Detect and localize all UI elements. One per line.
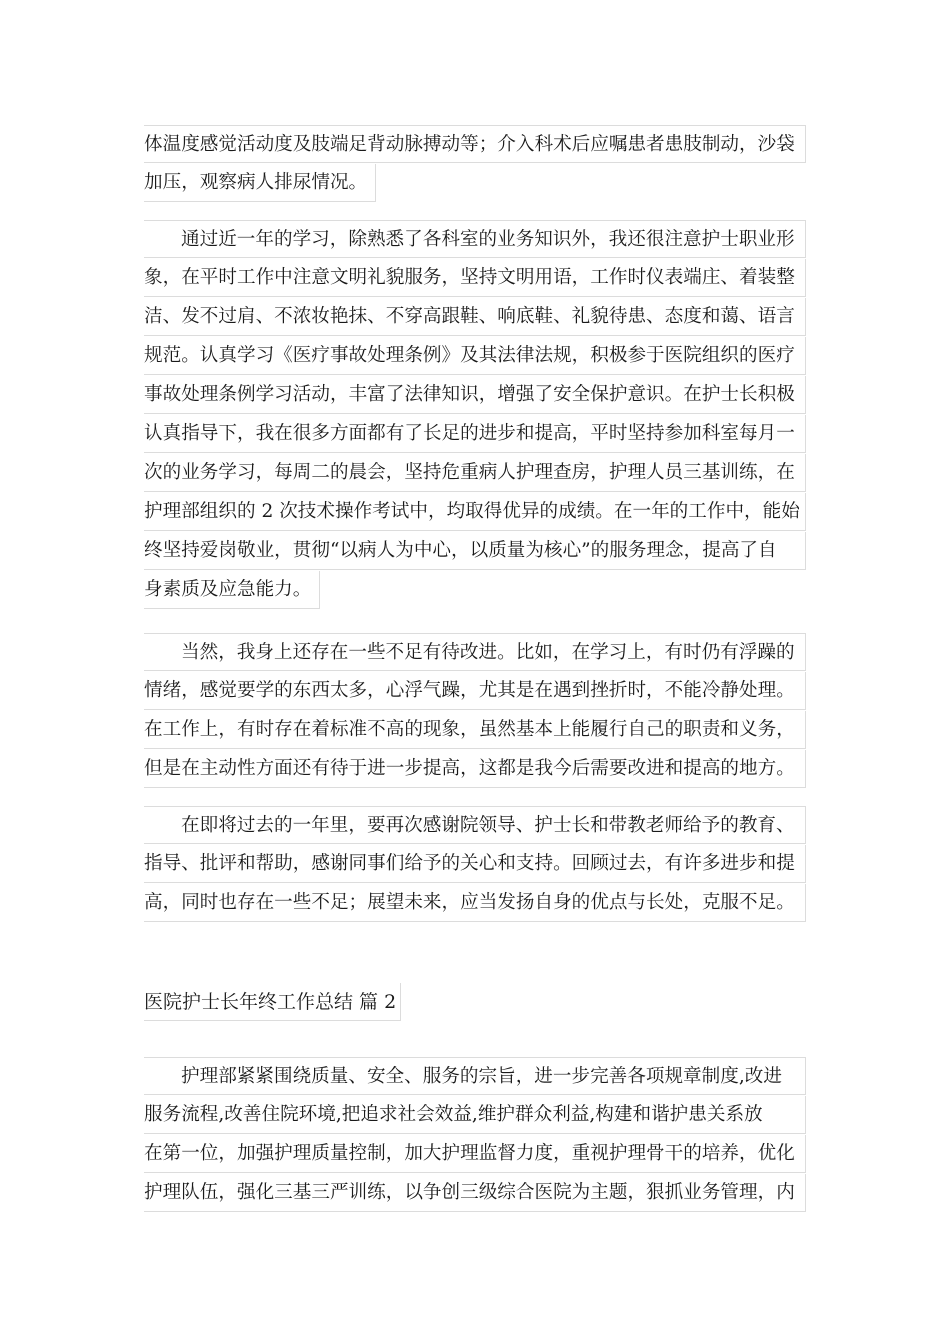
paragraph-5 xyxy=(144,1057,808,1213)
text-line: 指导、批评和帮助，感谢同事们给予的关心和支持。回顾过去，有许多进步和提 xyxy=(144,845,806,883)
text-line: 在工作上，有时存在着标准不高的现象，虽然基本上能履行自己的职责和义务， xyxy=(144,711,806,749)
text-line: 在即将过去的一年里，要再次感谢院领导、护士长和带教老师给予的教育、 xyxy=(144,806,806,844)
text-line: 护理部组织的 2 次技术操作考试中，均取得优异的成绩。在一年的工作中，能始 xyxy=(144,493,806,531)
text-line: 次的业务学习，每周二的晨会，坚持危重病人护理查房，护理人员三基训练，在 xyxy=(144,454,806,492)
text-line: 体温度感觉活动度及肢端足背动脉搏动等；介入科术后应嘱患者患肢制动，沙袋 xyxy=(144,125,806,163)
text-line: 事故处理条例学习活动，丰富了法律知识，增强了安全保护意识。在护士长积极 xyxy=(144,376,806,414)
paragraph-3 xyxy=(144,633,808,789)
text-line: 洁、发不过肩、不浓妆艳抹、不穿高跟鞋、响底鞋、礼貌待患、态度和蔼、语言 xyxy=(144,298,806,336)
text-line: 但是在主动性方面还有待于进一步提高，这都是我今后需要改进和提高的地方。 xyxy=(144,750,806,788)
paragraph-4 xyxy=(144,806,808,923)
text-line: 护理部紧紧围绕质量、安全、服务的宗旨，进一步完善各项规章制度,改进 xyxy=(144,1057,806,1095)
text-line: 通过近一年的学习，除熟悉了各科室的业务知识外，我还很注意护士职业形 xyxy=(144,220,806,258)
text-line: 终坚持爱岗敬业，贯彻“以病人为中心，以质量为核心”的服务理念，提高了自 xyxy=(144,532,806,570)
text-line: 当然，我身上还存在一些不足有待改进。比如，在学习上，有时仍有浮躁的 xyxy=(144,633,806,671)
text-line: 身素质及应急能力。 xyxy=(144,571,320,609)
text-line: 认真指导下，我在很多方面都有了长足的进步和提高，平时坚持参加科室每月一 xyxy=(144,415,806,453)
text-line: 规范。认真学习《医疗事故处理条例》及其法律法规，积极参于医院组织的医疗 xyxy=(144,337,806,375)
text-line: 服务流程,改善住院环境,把追求社会效益,维护群众利益,构建和谐护患关系放 xyxy=(144,1096,806,1134)
text-line: 高，同时也存在一些不足；展望未来，应当发扬自身的优点与长处，克服不足。 xyxy=(144,884,806,922)
paragraph-1 xyxy=(144,125,808,207)
text-line: 情绪，感觉要学的东西太多，心浮气躁，尤其是在遇到挫折时，不能冷静处理。 xyxy=(144,672,806,710)
section-heading: 医院护士长年终工作总结 篇 2 xyxy=(144,983,401,1021)
paragraph-2 xyxy=(144,220,808,614)
text-line: 护理队伍，强化三基三严训练，以争创三级综合医院为主题，狠抓业务管理，内 xyxy=(144,1174,806,1212)
text-line: 在第一位，加强护理质量控制，加大护理监督力度，重视护理骨干的培养，优化 xyxy=(144,1135,806,1173)
text-line: 象，在平时工作中注意文明礼貌服务，坚持文明用语，工作时仪表端庄、着装整 xyxy=(144,259,806,297)
text-line: 加压，观察病人排尿情况。 xyxy=(144,164,376,202)
